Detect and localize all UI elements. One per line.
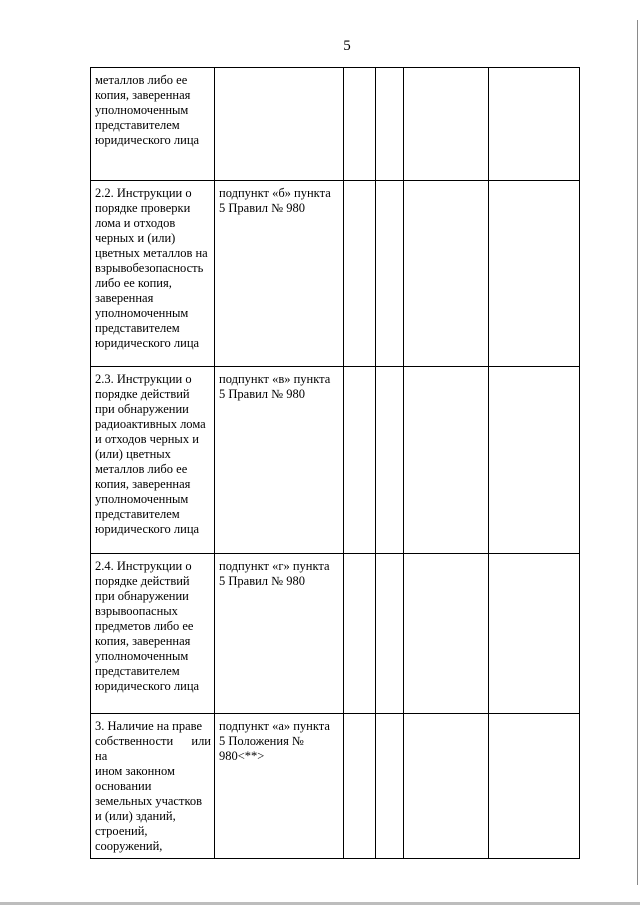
reference-cell: подпункт «б» пункта 5 Правил № 980 <box>215 181 344 367</box>
not-applicable-cell <box>404 554 489 714</box>
not-applicable-cell <box>404 181 489 367</box>
not-applicable-cell <box>404 714 489 859</box>
requirement-cell: 2.4. Инструкции о порядке действий при обнаружении взрывоопасных предметов либо ее копия, заверенная уполномоченным представителем юридического лица <box>91 554 215 714</box>
note-cell <box>489 367 580 554</box>
reference-cell: подпункт «в» пункта 5 Правил № 980 <box>215 367 344 554</box>
answer-yes-cell <box>344 714 376 859</box>
answer-no-cell <box>376 181 404 367</box>
answer-no-cell <box>376 554 404 714</box>
requirement-cell: 2.2. Инструкции о порядке проверки лома и отходов черных и (или) цветных металлов на взрывобезопасность либо ее копия, заверенная уполномоченным представителем юридического лица <box>91 181 215 367</box>
table-row <box>91 714 580 859</box>
answer-yes-cell <box>344 181 376 367</box>
checklist-table <box>90 67 580 859</box>
note-cell <box>489 68 580 181</box>
not-applicable-cell <box>404 68 489 181</box>
table-row <box>91 554 580 714</box>
requirement-cell: металлов либо ее копия, заверенная уполномоченным представителем юридического лица <box>91 68 215 181</box>
answer-no-cell <box>376 68 404 181</box>
requirement-cell: 2.3. Инструкции о порядке действий при обнаружении радиоактивных лома и отходов черных и (или) цветных металлов либо ее копия, заверенная уполномоченным представителем юридического лица <box>91 367 215 554</box>
note-cell <box>489 714 580 859</box>
answer-yes-cell <box>344 367 376 554</box>
requirement-cell: 3. Наличие на праве собственности или на ином законном основании земельных участков и (или) зданий, строений, сооружений, <box>91 714 215 859</box>
table-row <box>91 181 580 367</box>
not-applicable-cell <box>404 367 489 554</box>
reference-cell <box>215 68 344 181</box>
reference-cell: подпункт «г» пункта 5 Правил № 980 <box>215 554 344 714</box>
answer-yes-cell <box>344 68 376 181</box>
page-number: 5 <box>343 38 351 54</box>
table-row <box>91 68 580 181</box>
note-cell <box>489 181 580 367</box>
answer-yes-cell <box>344 554 376 714</box>
answer-no-cell <box>376 367 404 554</box>
table-row <box>91 367 580 554</box>
scan-edge-line <box>637 20 638 885</box>
note-cell <box>489 554 580 714</box>
answer-no-cell <box>376 714 404 859</box>
reference-cell: подпункт «а» пункта 5 Положения № 980<**> <box>215 714 344 859</box>
